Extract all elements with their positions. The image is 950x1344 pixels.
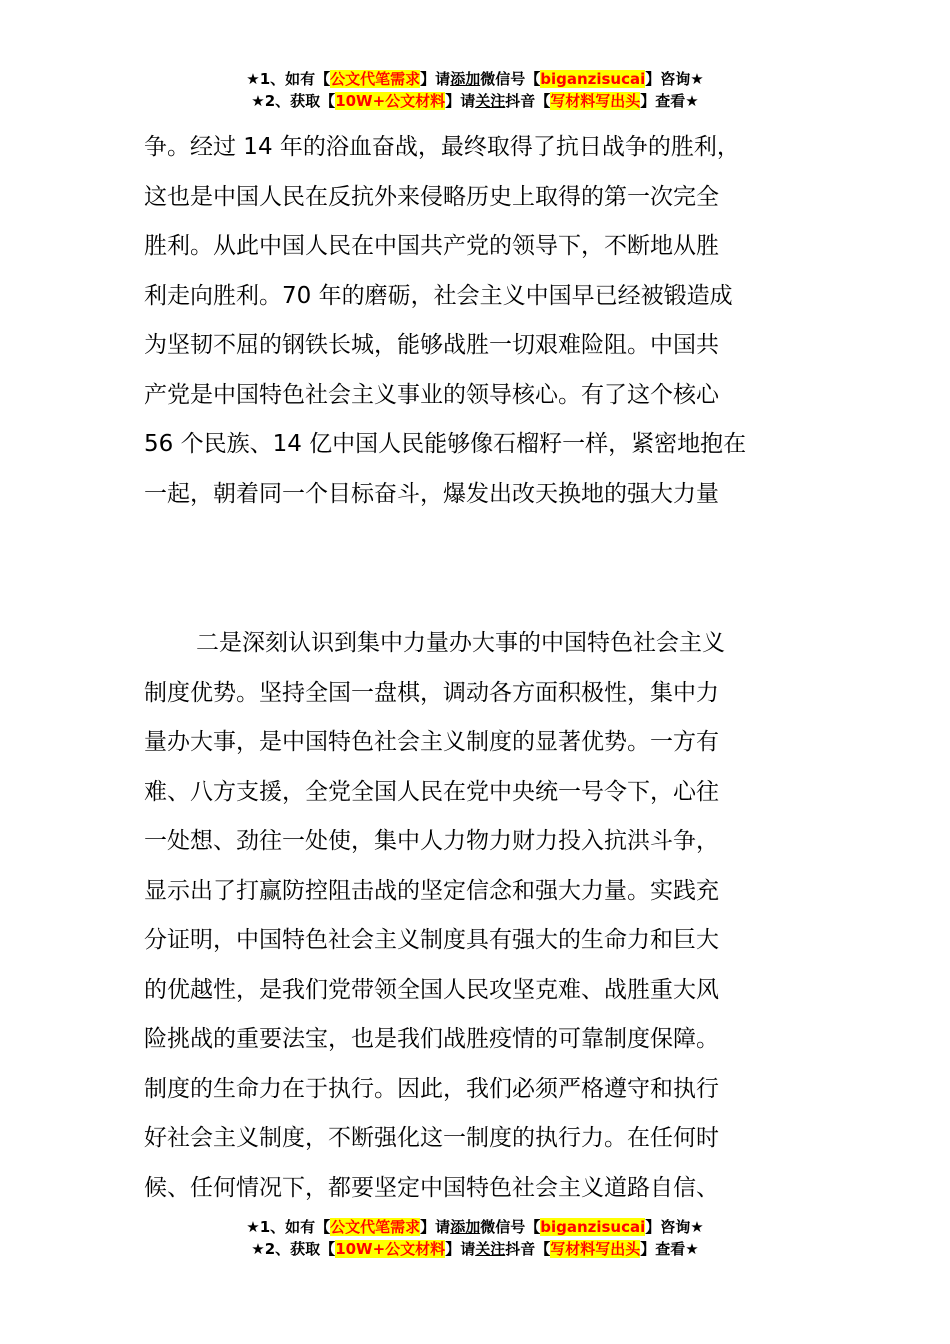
text-line: 产党是中国特色社会主义事业的领导核心。有了这个核心 [144,381,719,408]
promo-line-1 [0,68,950,90]
promo-text: ★1、如有【 [246,1218,331,1236]
promo-text: 微信号【 [480,1218,541,1236]
text-line: 候、任何情况下，都要坚定中国特色社会主义道路自信、 [144,1174,719,1201]
highlight-wechat-id: biganzisucai [540,70,646,88]
text-line: 胜利。从此中国人民在中国共产党的领导下，不断地从胜 [144,233,719,259]
highlight-service: 公文代笔需求 [330,70,421,88]
promo-text: ★2、获取【 [251,1240,336,1258]
promo-line-2 [0,1238,950,1260]
paragraph-1 [144,123,808,519]
header-promo [0,68,950,112]
highlight-materials: 10W+公文材料 [335,92,446,110]
promo-text: 】咨询★ [645,70,704,88]
text-line: 制度的生命力在于执行。因此，我们必须严格遵守和执行 [144,1075,719,1102]
promo-text: 】请 [445,92,476,110]
text-line: 制度优势。坚持全国一盘棋，调动各方面积极性，集中力 [144,679,719,706]
paragraph-2 [144,619,808,1213]
footer-promo [0,1216,950,1260]
promo-text: 】请 [420,70,451,88]
highlight-materials: 10W+公文材料 [335,1240,446,1258]
text-line: 险挑战的重要法宝，也是我们战胜疫情的可靠制度保障。 [144,1026,719,1052]
promo-text: 】请 [420,1218,451,1236]
promo-text: 】请 [445,1240,476,1258]
underlined-word: 添加 [450,1218,481,1236]
text-line: 分证明，中国特色社会主义制度具有强大的生命力和巨大 [144,927,719,953]
highlight-service: 公文代笔需求 [330,1218,421,1236]
text-line: 量办大事，是中国特色社会主义制度的显著优势。一方有 [144,729,719,755]
promo-text: 抖音【 [505,92,551,110]
text-line: 利走向胜利。70 年的磨砺，社会主义中国早已经被锻造成 [144,282,733,309]
text-line: 的优越性，是我们党带领全国人民攻坚克难、战胜重大风 [144,976,719,1003]
promo-text: 】查看★ [640,92,699,110]
text-line: 争。经过 14 年的浴血奋战，最终取得了抗日战争的胜利， [144,134,740,160]
underlined-word: 关注 [475,92,506,110]
highlight-douyin: 写材料写出头 [550,1240,641,1258]
text-line: 显示出了打赢防控阻击战的坚定信念和强大力量。实践充 [144,877,719,904]
promo-text: ★2、获取【 [251,92,336,110]
underlined-word: 添加 [450,70,481,88]
promo-line-1 [0,1216,950,1238]
text-line: 这也是中国人民在反抗外来侵略历史上取得的第一次完全 [144,183,719,210]
promo-text: 抖音【 [505,1240,551,1258]
promo-text: 】查看★ [640,1240,699,1258]
text-line: 好社会主义制度，不断强化这一制度的执行力。在任何时 [144,1125,719,1151]
text-line: 56 个民族、14 亿中国人民能够像石榴籽一样，紧密地抱在 [144,431,747,457]
text-line: 为坚韧不屈的钢铁长城，能够战胜一切艰难险阻。中国共 [144,332,719,358]
highlight-douyin: 写材料写出头 [550,92,641,110]
text-line: 二是深刻认识到集中力量办大事的中国特色社会主义 [196,630,725,656]
text-line: 难、八方支援，全党全国人民在党中央统一号令下，心往 [144,778,719,805]
promo-line-2 [0,90,950,112]
promo-text: 微信号【 [480,70,541,88]
underlined-word: 关注 [475,1240,506,1258]
text-line: 一起，朝着同一个目标奋斗，爆发出改天换地的强大力量 [144,480,719,507]
text-line: 一处想、劲往一处使，集中人力物力财力投入抗洪斗争， [144,828,719,854]
promo-text: 】咨询★ [645,1218,704,1236]
highlight-wechat-id: biganzisucai [540,1218,646,1236]
promo-text: ★1、如有【 [246,70,331,88]
